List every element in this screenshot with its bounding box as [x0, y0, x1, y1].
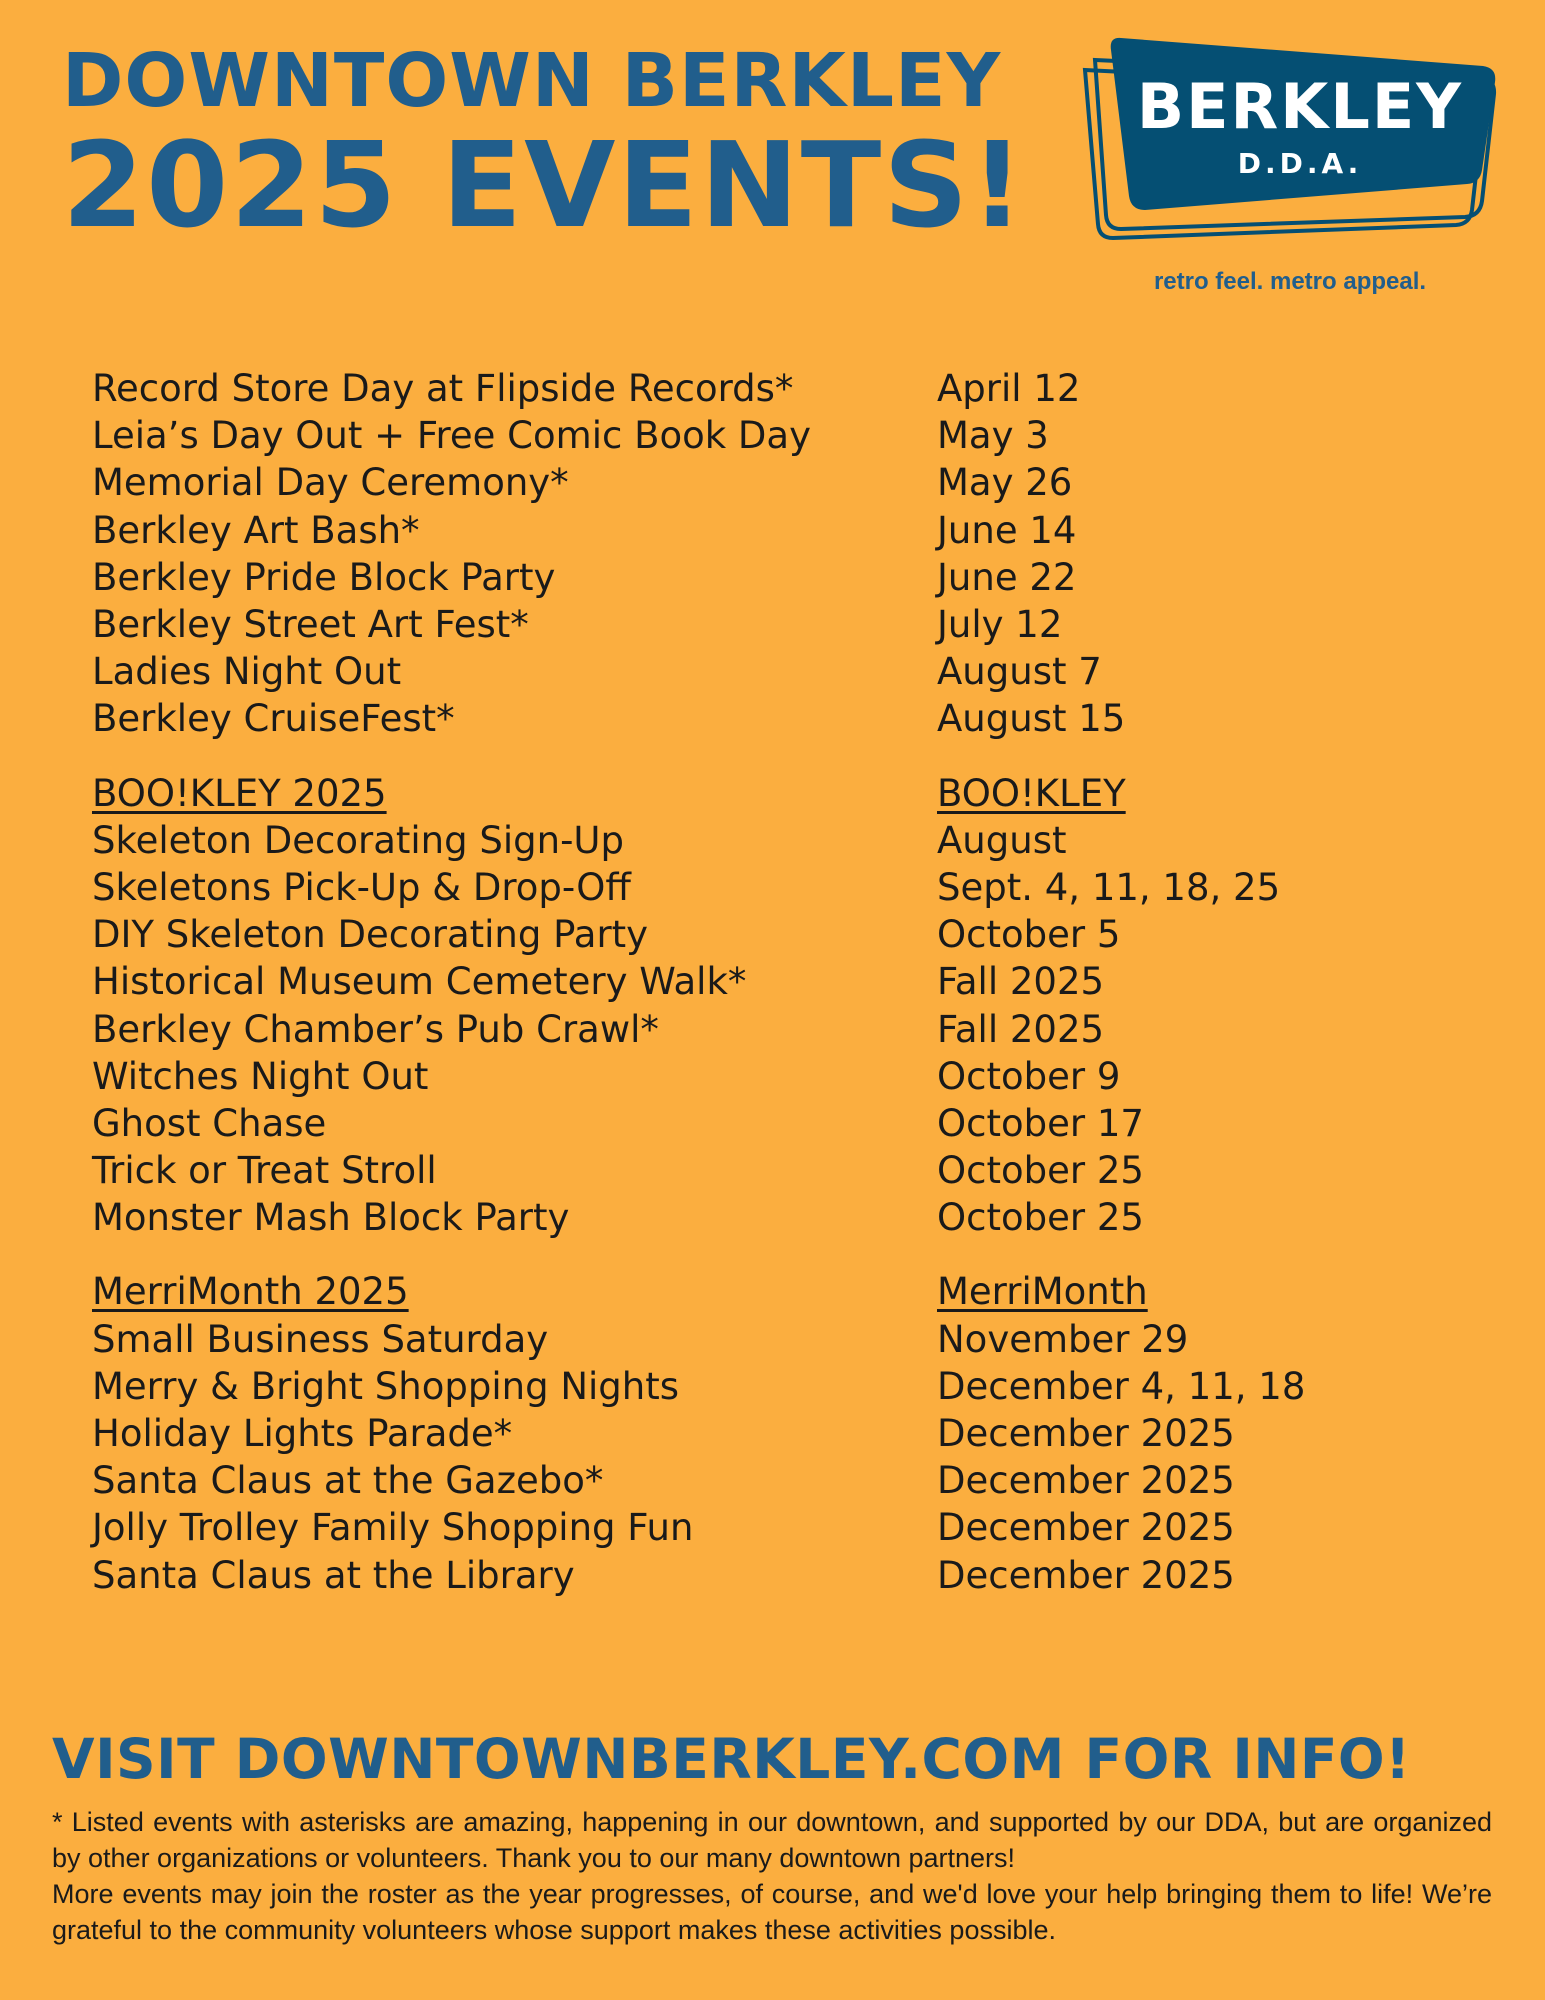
event-name: Record Store Day at Flipside Records* — [92, 367, 794, 411]
event-name: Berkley Street Art Fest* — [92, 603, 529, 647]
event-name: Berkley Pride Block Party — [92, 555, 556, 599]
event-date: December 2025 — [937, 1553, 1235, 1597]
section-heading-bookley — [92, 770, 1412, 817]
event-name: Berkley CruiseFest* — [92, 697, 455, 741]
footnote-asterisk: * Listed events with asterisks are amazing, happening in our downtown, and supported by our DDA, but are organized by other organizations or volunteers. Thank you to our many downtown partners! — [52, 1807, 1492, 1873]
event-date: July 12 — [937, 603, 1063, 647]
event-date: November 29 — [937, 1317, 1189, 1361]
event-name: Small Business Saturday — [92, 1317, 549, 1361]
event-row — [92, 1194, 1412, 1241]
event-name: Santa Claus at the Library — [92, 1553, 575, 1597]
event-name: Jolly Trolley Family Shopping Fun — [92, 1506, 694, 1550]
logo-brand-text: BERKLEY — [1136, 70, 1464, 143]
footnote-more-events: More events may join the roster as the year progresses, of course, and we'd love your help bringing them to life! We’re grateful to the community volunteers whose support makes these activities possible. — [52, 1879, 1492, 1945]
event-name: Ghost Chase — [92, 1101, 327, 1145]
logo-tagline: retro feel. metro appeal. — [1153, 268, 1427, 295]
section-heading-name: MerriMonth 2025 — [92, 1270, 409, 1314]
berkley-dda-logo — [1075, 28, 1505, 308]
event-date: October 25 — [937, 1196, 1144, 1240]
logo-sub-text: D.D.A. — [1237, 147, 1363, 180]
event-name: Witches Night Out — [92, 1054, 429, 1098]
event-date: December 2025 — [937, 1459, 1235, 1503]
event-date: May 3 — [937, 414, 1049, 458]
event-name: Trick or Treat Stroll — [92, 1149, 437, 1193]
event-date: Fall 2025 — [937, 960, 1105, 1004]
event-date: December 2025 — [937, 1412, 1235, 1456]
section-heading-merrimonth — [92, 1268, 1412, 1315]
visit-website-banner: VISIT DOWNTOWNBERKLEY.COM FOR INFO! — [52, 1727, 1411, 1791]
event-name: Leia’s Day Out + Free Comic Book Day — [92, 414, 811, 458]
section-heading-date: BOO!KLEY — [937, 771, 1126, 815]
event-row — [92, 412, 1412, 459]
event-row — [92, 958, 1412, 1005]
event-name: Skeleton Decorating Sign-Up — [92, 818, 624, 862]
event-row — [92, 459, 1412, 506]
event-row — [92, 1410, 1412, 1457]
event-row — [92, 695, 1412, 742]
event-row — [92, 1053, 1412, 1100]
event-date: October 9 — [937, 1054, 1121, 1098]
title-line-2: 2025 EVENTS! — [62, 116, 1027, 254]
event-date: Fall 2025 — [937, 1007, 1105, 1051]
event-name: Memorial Day Ceremony* — [92, 461, 569, 505]
event-date: October 17 — [937, 1101, 1144, 1145]
event-date: Sept. 4, 11, 18, 25 — [937, 865, 1281, 909]
event-date: June 22 — [937, 555, 1077, 599]
event-row — [92, 911, 1412, 958]
event-name: Merry & Bright Shopping Nights — [92, 1364, 680, 1408]
event-row — [92, 365, 1412, 412]
event-row — [92, 648, 1412, 695]
event-row — [92, 1100, 1412, 1147]
event-date: December 2025 — [937, 1506, 1235, 1550]
event-name: Historical Museum Cemetery Walk* — [92, 960, 747, 1004]
page-title — [62, 38, 1027, 254]
title-line-1: DOWNTOWN BERKLEY — [62, 38, 1002, 124]
section-heading-name: BOO!KLEY 2025 — [92, 771, 387, 815]
footnotes — [52, 1804, 1492, 1948]
event-name: Monster Mash Block Party — [92, 1196, 570, 1240]
event-name: DIY Skeleton Decorating Party — [92, 913, 649, 957]
event-date: May 26 — [937, 461, 1073, 505]
event-name: Santa Claus at the Gazebo* — [92, 1459, 604, 1503]
events-section-main — [92, 365, 1412, 743]
event-row — [92, 554, 1412, 601]
event-date: June 14 — [937, 508, 1077, 552]
event-row — [92, 817, 1412, 864]
event-date: August 15 — [937, 697, 1126, 741]
event-row — [92, 864, 1412, 911]
events-section-bookley — [92, 770, 1412, 1242]
event-name: Ladies Night Out — [92, 650, 402, 694]
event-row — [92, 1147, 1412, 1194]
event-name: Holiday Lights Parade* — [92, 1412, 513, 1456]
event-row — [92, 1316, 1412, 1363]
event-date: December 4, 11, 18 — [937, 1364, 1306, 1408]
event-date: October 25 — [937, 1149, 1144, 1193]
event-row — [92, 601, 1412, 648]
event-row — [92, 1363, 1412, 1410]
event-name: Berkley Art Bash* — [92, 508, 420, 552]
events-section-merrimonth — [92, 1268, 1412, 1598]
event-date: October 5 — [937, 913, 1121, 957]
event-date: August — [937, 818, 1067, 862]
event-row — [92, 1504, 1412, 1551]
event-date: April 12 — [937, 367, 1081, 411]
event-row — [92, 1457, 1412, 1504]
section-heading-date: MerriMonth — [937, 1270, 1148, 1314]
event-name: Skeletons Pick-Up & Drop-Off — [92, 865, 631, 909]
events-list — [92, 365, 1412, 1626]
event-date: August 7 — [937, 650, 1102, 694]
event-row — [92, 1005, 1412, 1052]
event-name: Berkley Chamber’s Pub Crawl* — [92, 1007, 659, 1051]
event-row — [92, 1552, 1412, 1599]
event-row — [92, 507, 1412, 554]
